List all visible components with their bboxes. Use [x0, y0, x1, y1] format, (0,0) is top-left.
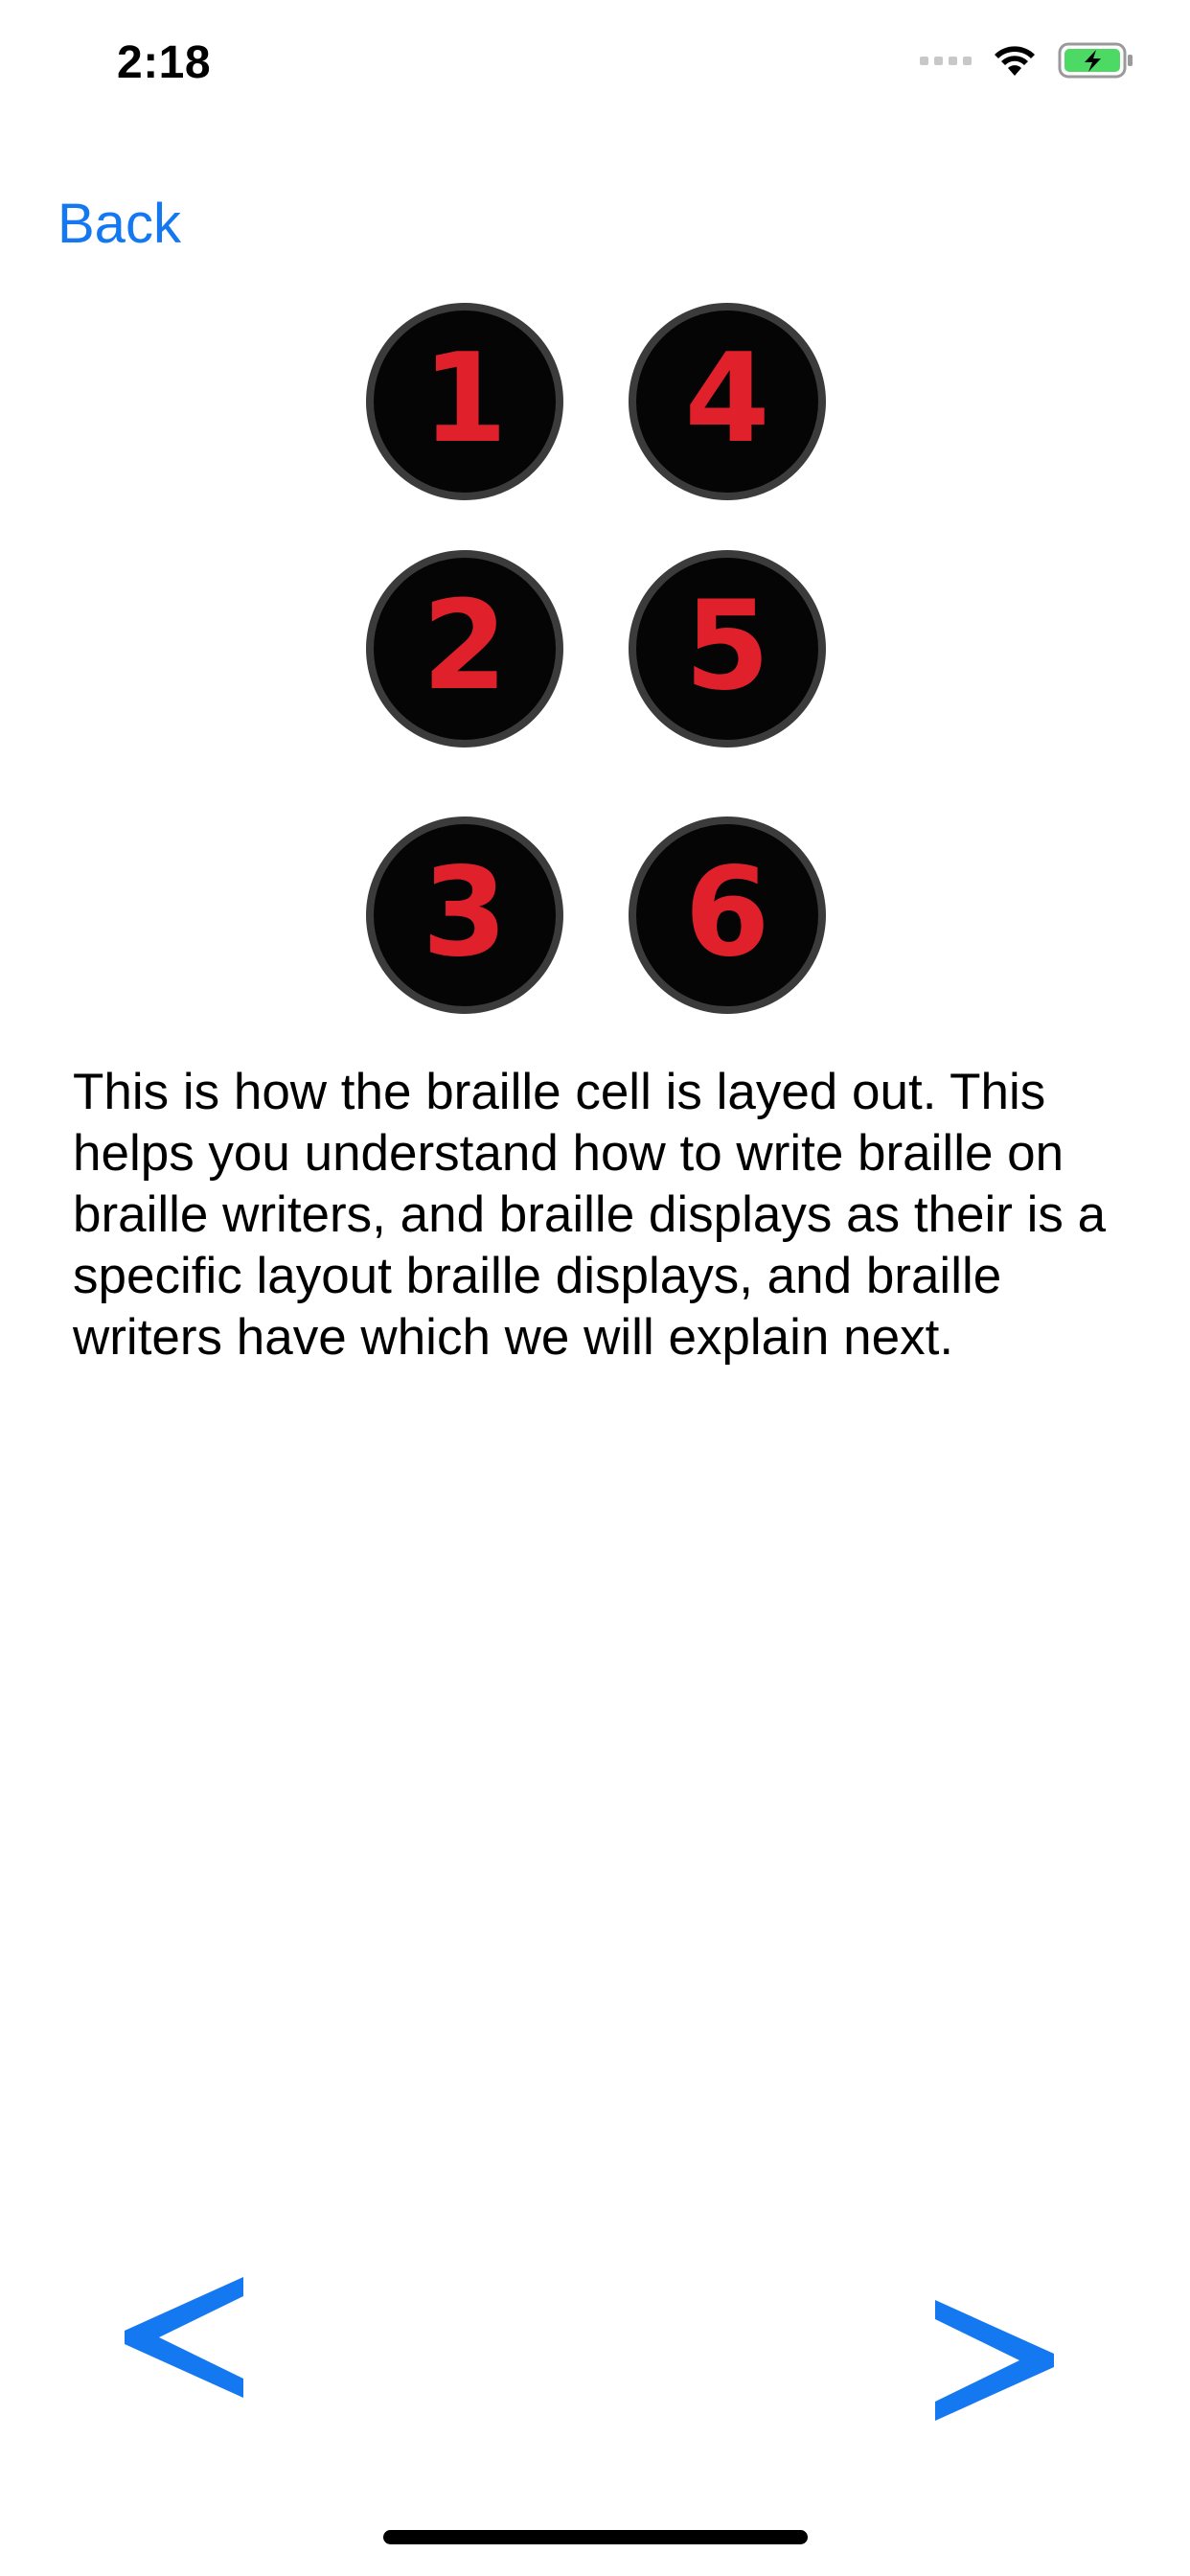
dot-number: 1	[422, 328, 508, 471]
braille-dot-3	[366, 816, 563, 1014]
cellular-signal-icon	[920, 57, 972, 65]
braille-dot-2	[366, 550, 563, 748]
braille-dot-4	[629, 303, 826, 500]
dot-number: 3	[422, 841, 508, 984]
description-text: This is how the braille cell is layed out. This helps you understand how to write braille on braille writers, and braille displays as their is a specific layout braille displays, and braille writers have which we will explain next.	[73, 1064, 1107, 1366]
dot-number: 4	[684, 328, 770, 471]
back-button[interactable]: Back	[57, 193, 181, 255]
home-indicator[interactable]	[383, 2530, 808, 2544]
wifi-icon	[993, 43, 1037, 78]
braille-dot-1	[366, 303, 563, 500]
battery-charging-icon	[1058, 42, 1134, 79]
dot-number: 2	[422, 575, 508, 718]
previous-button[interactable]	[121, 2273, 249, 2402]
braille-dot-5	[629, 550, 826, 748]
next-button[interactable]	[929, 2296, 1058, 2425]
next-arrow-shape	[935, 2300, 1054, 2421]
status-time: 2:18	[117, 37, 212, 88]
previous-arrow-shape	[125, 2277, 243, 2398]
braille-dot-6	[629, 816, 826, 1014]
dot-number: 6	[684, 841, 770, 984]
dot-number: 5	[684, 575, 770, 718]
status-icons	[920, 42, 1134, 79]
